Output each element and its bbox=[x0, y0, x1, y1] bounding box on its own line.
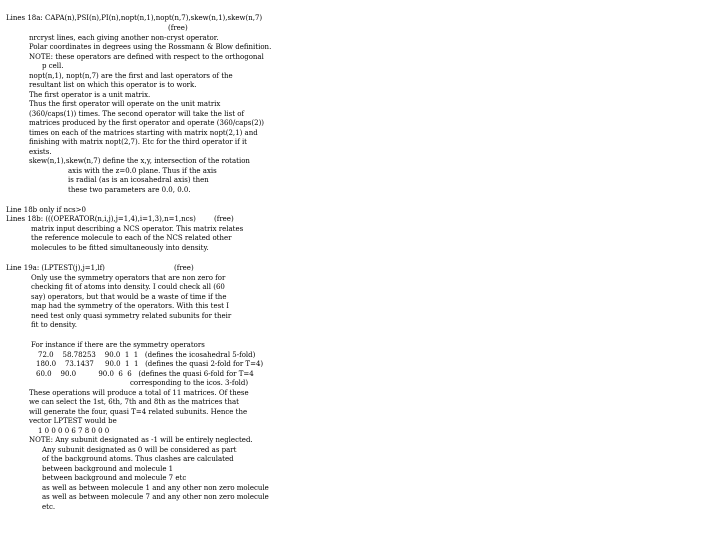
text-line: exists. bbox=[29, 148, 52, 156]
text-line: axis with the z=0.0 plane. Thus if the axis bbox=[68, 167, 217, 175]
text-line: p cell. bbox=[42, 62, 64, 70]
text-line: (360/caps(1)) times. The second operator will take the list of bbox=[29, 110, 245, 118]
text-line: say) operators, but that would be a waste of time if the bbox=[31, 293, 227, 301]
text-line: between background and molecule 1 bbox=[42, 465, 174, 473]
text-line: (free) bbox=[214, 215, 234, 223]
text-line: NOTE: these operators are defined with respect to the orthogonal bbox=[29, 53, 264, 61]
text-line: Only use the symmetry operators that are non zero for bbox=[31, 274, 226, 282]
text-line: will generate the four, quasi T=4 related subunits. Hence the bbox=[29, 408, 248, 416]
text-line: (free) bbox=[174, 264, 194, 272]
text-line: as well as between molecule 7 and any other non zero molecule bbox=[42, 493, 269, 501]
text-line: NOTE: Any subunit designated as -1 will be entirely neglected. bbox=[29, 436, 253, 444]
text-line: is radial (as is an icosahedral axis) then bbox=[68, 176, 209, 184]
text-line: Lines 18a: CAPA(n),PSI(n),PI(n),nopt(n,1),nopt(n,7),skew(n,1),skew(n,7) bbox=[6, 14, 263, 22]
text-line: finishing with matrix nopt(2,7). Etc for the third operator if it bbox=[29, 138, 247, 146]
text-line: nopt(n,1), nopt(n,7) are the first and last operators of the bbox=[29, 72, 233, 80]
text-line: nrcryst lines, each giving another non-cryst operator. bbox=[29, 34, 219, 42]
text-line: matrices produced by the first operator and operate (360/caps(2)) bbox=[29, 119, 265, 127]
text-line: Line 18b only if ncs>0 bbox=[6, 206, 86, 214]
text-line: these two parameters are 0.0, 0.0. bbox=[68, 186, 191, 194]
text-line: (free) bbox=[168, 24, 188, 32]
text-line: Lines 18b: (((OPERATOR(n,i,j),j=1,4),i=1,3),n=1,ncs) bbox=[6, 215, 196, 223]
text-line: need test only quasi symmetry related subunits for their bbox=[31, 312, 232, 320]
text-line: skew(n,1),skew(n,7) define the x,y, intersection of the rotation bbox=[29, 157, 250, 165]
text-line: resultant list on which this operator is to work. bbox=[29, 81, 197, 89]
text-line: For instance if there are the symmetry operators bbox=[31, 341, 205, 349]
text-line: as well as between molecule 1 and any other non zero molecule bbox=[42, 484, 269, 492]
text-line: times on each of the matrices starting with matrix nopt(2,1) and bbox=[29, 129, 258, 137]
text-line: 60.0 90.0 90.0 6 6 (defines the quasi 6-fold for T=4 bbox=[36, 370, 254, 378]
text-line: the reference molecule to each of the NCS related other bbox=[31, 234, 232, 242]
text-line: between background and molecule 7 etc bbox=[42, 474, 187, 482]
text-line: molecules to be fitted simultaneously into density. bbox=[31, 244, 209, 252]
text-line: map had the symmetry of the operators. With this test I bbox=[31, 302, 229, 310]
text-line: These operations will produce a total of 11 matrices. Of these bbox=[29, 389, 249, 397]
text-line: 180.0 73.1437 90.0 1 1 (defines the quasi 2-fold for T=4) bbox=[36, 360, 264, 368]
text-line: Polar coordinates in degrees using the Rossmann & Blow definition. bbox=[29, 43, 272, 51]
text-line: 1 0 0 0 0 6 7 8 0 0 0 bbox=[38, 427, 110, 435]
text-line: of the background atoms. Thus clashes are calculated bbox=[42, 455, 234, 463]
text-line: The first operator is a unit matrix. bbox=[29, 91, 151, 99]
text-line: Thus the first operator will operate on the unit matrix bbox=[29, 100, 221, 108]
text-line: Line 19a: (LPTEST(j),j=1,lf) bbox=[6, 264, 105, 272]
text-line: matrix input describing a NCS operator. This matrix relates bbox=[31, 225, 244, 233]
text-line: we can select the 1st, 6th, 7th and 8th as the matrices that bbox=[29, 398, 239, 406]
text-line: vector LPTEST would be bbox=[29, 417, 117, 425]
text-line: corresponding to the icos. 3-fold) bbox=[130, 379, 249, 387]
text-line: etc. bbox=[42, 503, 56, 511]
text-line: checking fit of atoms into density. I could check all (60 bbox=[31, 283, 225, 291]
text-line: Any subunit designated as 0 will be considered as part bbox=[42, 446, 237, 454]
text-line: 72.0 58.78253 90.0 1 1 (defines the icosahedral 5-fold) bbox=[38, 351, 256, 359]
text-line: fit to density. bbox=[31, 321, 77, 329]
